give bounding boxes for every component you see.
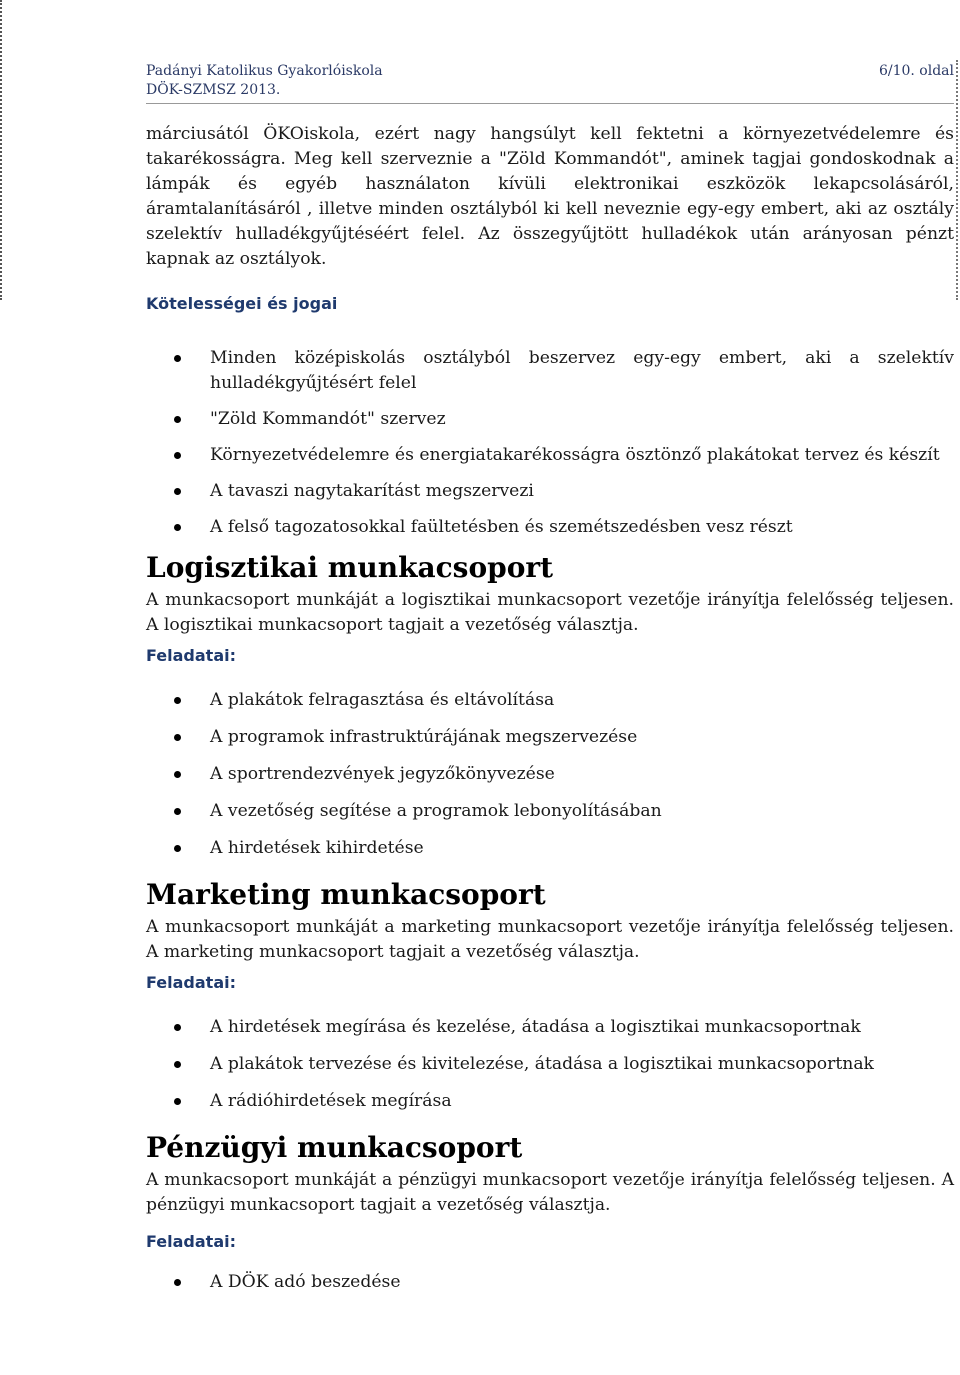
list-item: A vezetőség segítése a programok lebonyolításában	[146, 799, 954, 824]
section-title-logisztikai: Logisztikai munkacsoport	[146, 551, 554, 584]
bullet-icon	[174, 355, 181, 362]
tasks-label-marketing: Feladatai:	[146, 973, 236, 992]
margin-guide-left	[0, 0, 2, 300]
header-school: Padányi Katolikus Gyakorlóiskola	[146, 63, 383, 79]
duties-heading: Kötelességei és jogai	[146, 294, 338, 313]
bullet-icon	[174, 488, 181, 495]
list-item: A DÖK adó beszedése	[146, 1270, 954, 1295]
tasks-label-logisztikai: Feladatai:	[146, 646, 236, 665]
list-item: A hirdetések kihirdetése	[146, 836, 954, 861]
list-item: Minden középiskolás osztályból beszervez egy-egy embert, aki a szelektív hulladékgyűjtésért felel	[146, 346, 954, 396]
margin-guide-right	[956, 60, 958, 300]
bullet-icon	[174, 808, 181, 815]
tasks-list-penzugyi	[146, 1270, 954, 1295]
bullet-icon	[174, 416, 181, 423]
list-item: "Zöld Kommandót" szervez	[146, 407, 954, 432]
page-header	[146, 62, 954, 104]
tasks-label-penzugyi: Feladatai:	[146, 1232, 236, 1251]
header-left	[146, 62, 383, 100]
list-item: A tavaszi nagytakarítást megszervezi	[146, 479, 954, 504]
section-text-logisztikai: A munkacsoport munkáját a logisztikai munkacsoport vezetője irányítja felelősség teljesen. A logisztikai munkacsoport tagjait a vezetőség választja.	[146, 590, 954, 635]
tasks-list-logisztikai	[146, 688, 954, 861]
header-doc: DÖK-SZMSZ 2013.	[146, 82, 281, 98]
list-item: A plakátok felragasztása és eltávolítása	[146, 688, 954, 713]
list-item: A plakátok tervezése és kivitelezése, átadása a logisztikai munkacsoportnak	[146, 1052, 954, 1077]
bullet-icon	[174, 1279, 181, 1286]
list-item: A rádióhirdetések megírása	[146, 1089, 954, 1114]
header-page-number: 6/10. oldal	[878, 63, 954, 79]
bullet-icon	[174, 734, 181, 741]
bullet-icon	[174, 1061, 181, 1068]
bullet-icon	[174, 845, 181, 852]
section-title-penzugyi: Pénzügyi munkacsoport	[146, 1131, 523, 1164]
intro-paragraph: márciusától ÖKOiskola, ezért nagy hangsúlyt kell fektetni a környezetvédelemre és takarékosságra. Meg kell szerveznie a "Zöld Kommandót", aminek tagjai gondoskodnak a lámpák és egyéb használaton kívüli elektronikai eszközök lekapcsolásáról, áramtalanításáról , illetve minden osztályból ki kell neveznie egy-egy embert, aki az osztály szelektív hulladékgyűjtéséért felel. Az összegyűjtött hulladékok után arányosan pénzt kapnak az osztályok.	[146, 124, 954, 269]
section-title-marketing: Marketing munkacsoport	[146, 878, 546, 911]
list-item: A programok infrastruktúrájának megszervezése	[146, 725, 954, 750]
duties-list	[146, 346, 954, 540]
bullet-icon	[174, 697, 181, 704]
list-item: A sportrendezvények jegyzőkönyvezése	[146, 762, 954, 787]
list-item: A felső tagozatosokkal faültetésben és szemétszedésben vesz részt	[146, 515, 954, 540]
list-item: A hirdetések megírása és kezelése, átadása a logisztikai munkacsoportnak	[146, 1015, 954, 1040]
section-text-penzugyi: A munkacsoport munkáját a pénzügyi munkacsoport vezetője irányítja felelősség teljesen. A pénzügyi munkacsoport tagjait a vezetőség választja.	[146, 1170, 954, 1215]
bullet-icon	[174, 1024, 181, 1031]
section-text-marketing: A munkacsoport munkáját a marketing munkacsoport vezetője irányítja felelősség teljesen. A marketing munkacsoport tagjait a vezetőség választja.	[146, 917, 954, 962]
bullet-icon	[174, 1098, 181, 1105]
page-content	[146, 122, 954, 1295]
bullet-icon	[174, 771, 181, 778]
list-item: Környezetvédelemre és energiatakarékosságra ösztönző plakátokat tervez és készít	[146, 443, 954, 468]
bullet-icon	[174, 452, 181, 459]
tasks-list-marketing	[146, 1015, 954, 1114]
bullet-icon	[174, 524, 181, 531]
